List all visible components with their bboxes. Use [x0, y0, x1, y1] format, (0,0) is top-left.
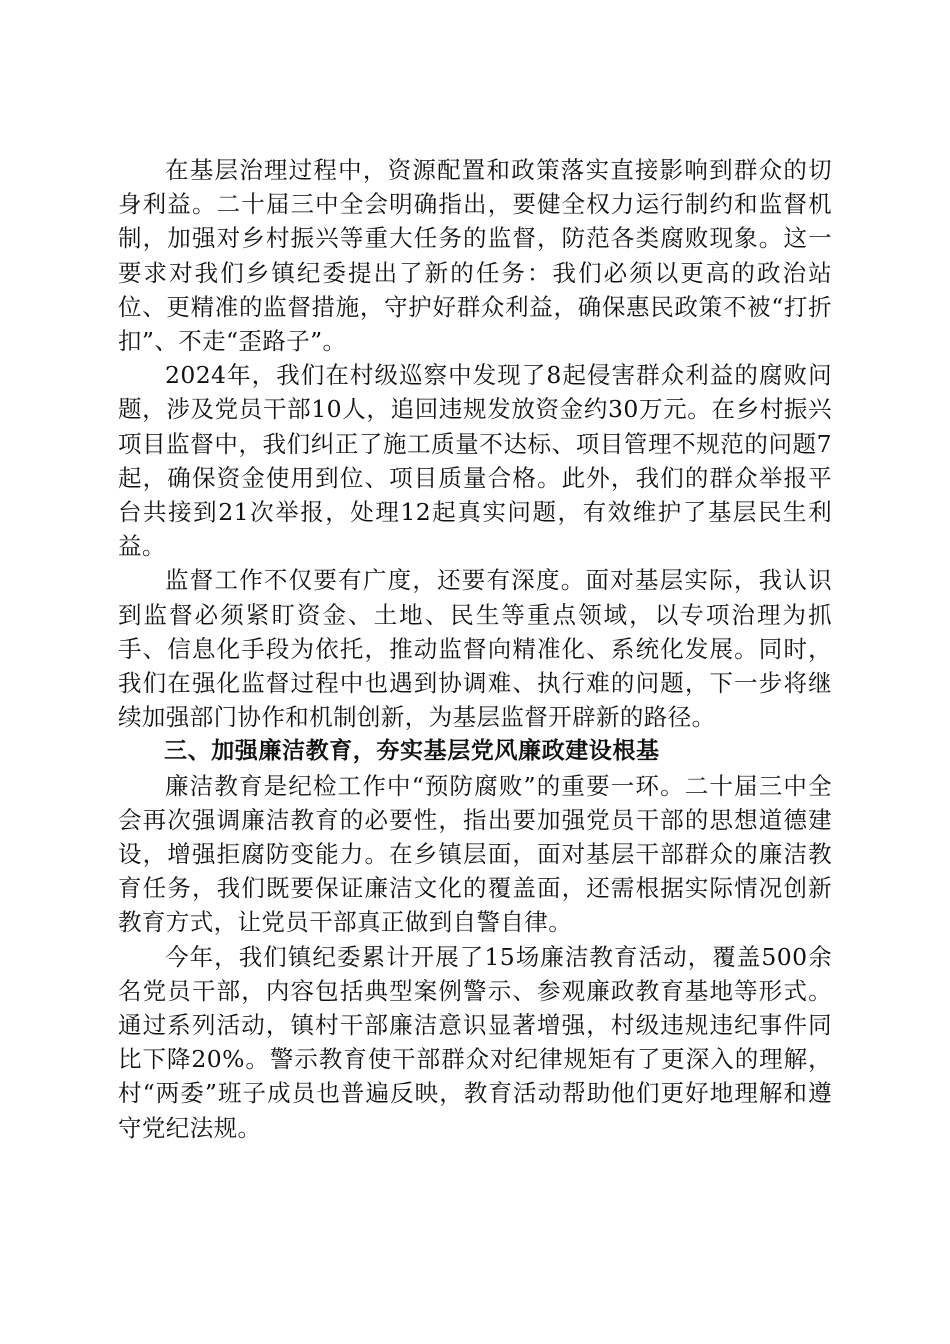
paragraph-integrity-education: 廉洁教育是纪检工作中“预防腐败”的重要一环。二十届三中全会再次强调廉洁教育的必要性，指出要加强党员干部的思想道德建设，增强拒腐防变能力。在乡镇层面，面对基层干部群众的廉洁教育任务，我们既要保证廉洁文化的覆盖面，还需根据实际情况创新教育方式，让党员干部真正做到自警自律。 [118, 771, 832, 937]
paragraph-2024-results: 2024年，我们在村级巡察中发现了8起侵害群众利益的腐败问题，涉及党员干部10人，追回违规发放资金约30万元。在乡村振兴项目监督中，我们纠正了施工质量不达标、项目管理不规范的问题7起，确保资金使用到位、项目质量合格。此外，我们的群众举报平台共接到21次举报，处理12起真实问题，有效维护了基层民生利益。 [118, 361, 832, 561]
paragraph-governance: 在基层治理过程中，资源配置和政策落实直接影响到群众的切身利益。二十届三中全会明确指出，要健全权力运行制约和监督机制，加强对乡村振兴等重大任务的监督，防范各类腐败现象。这一要求对我们乡镇纪委提出了新的任务：我们必须以更高的政治站位、更精准的监督措施，守护好群众利益，确保惠民政策不被“打折扣”、不走“歪路子”。 [118, 156, 832, 356]
section-heading: 三、加强廉洁教育，夯实基层党风廉政建设根基 [164, 738, 660, 765]
paragraph-supervision-depth: 监督工作不仅要有广度，还要有深度。面对基层实际，我认识到监督必须紧盯资金、土地、民生等重点领域，以专项治理为抓手、信息化手段为依托，推动监督向精准化、系统化发展。同时，我们在强化监督过程中也遇到协调难、执行难的问题，下一步将继续加强部门协作和机制创新，为基层监督开辟新的路径。 [118, 566, 832, 732]
document-page [118, 153, 832, 1145]
paragraph-education-results: 今年，我们镇纪委累计开展了15场廉洁教育活动，覆盖500余名党员干部，内容包括典型案例警示、参观廉政教育基地等形式。通过系列活动，镇村干部廉洁意识显著增强，村级违规违纪事件同比下降20%。警示教育使干部群众对纪律规矩有了更深入的理解，村“两委”班子成员也普遍反映，教育活动帮助他们更好地理解和遵守党纪法规。 [118, 942, 832, 1142]
